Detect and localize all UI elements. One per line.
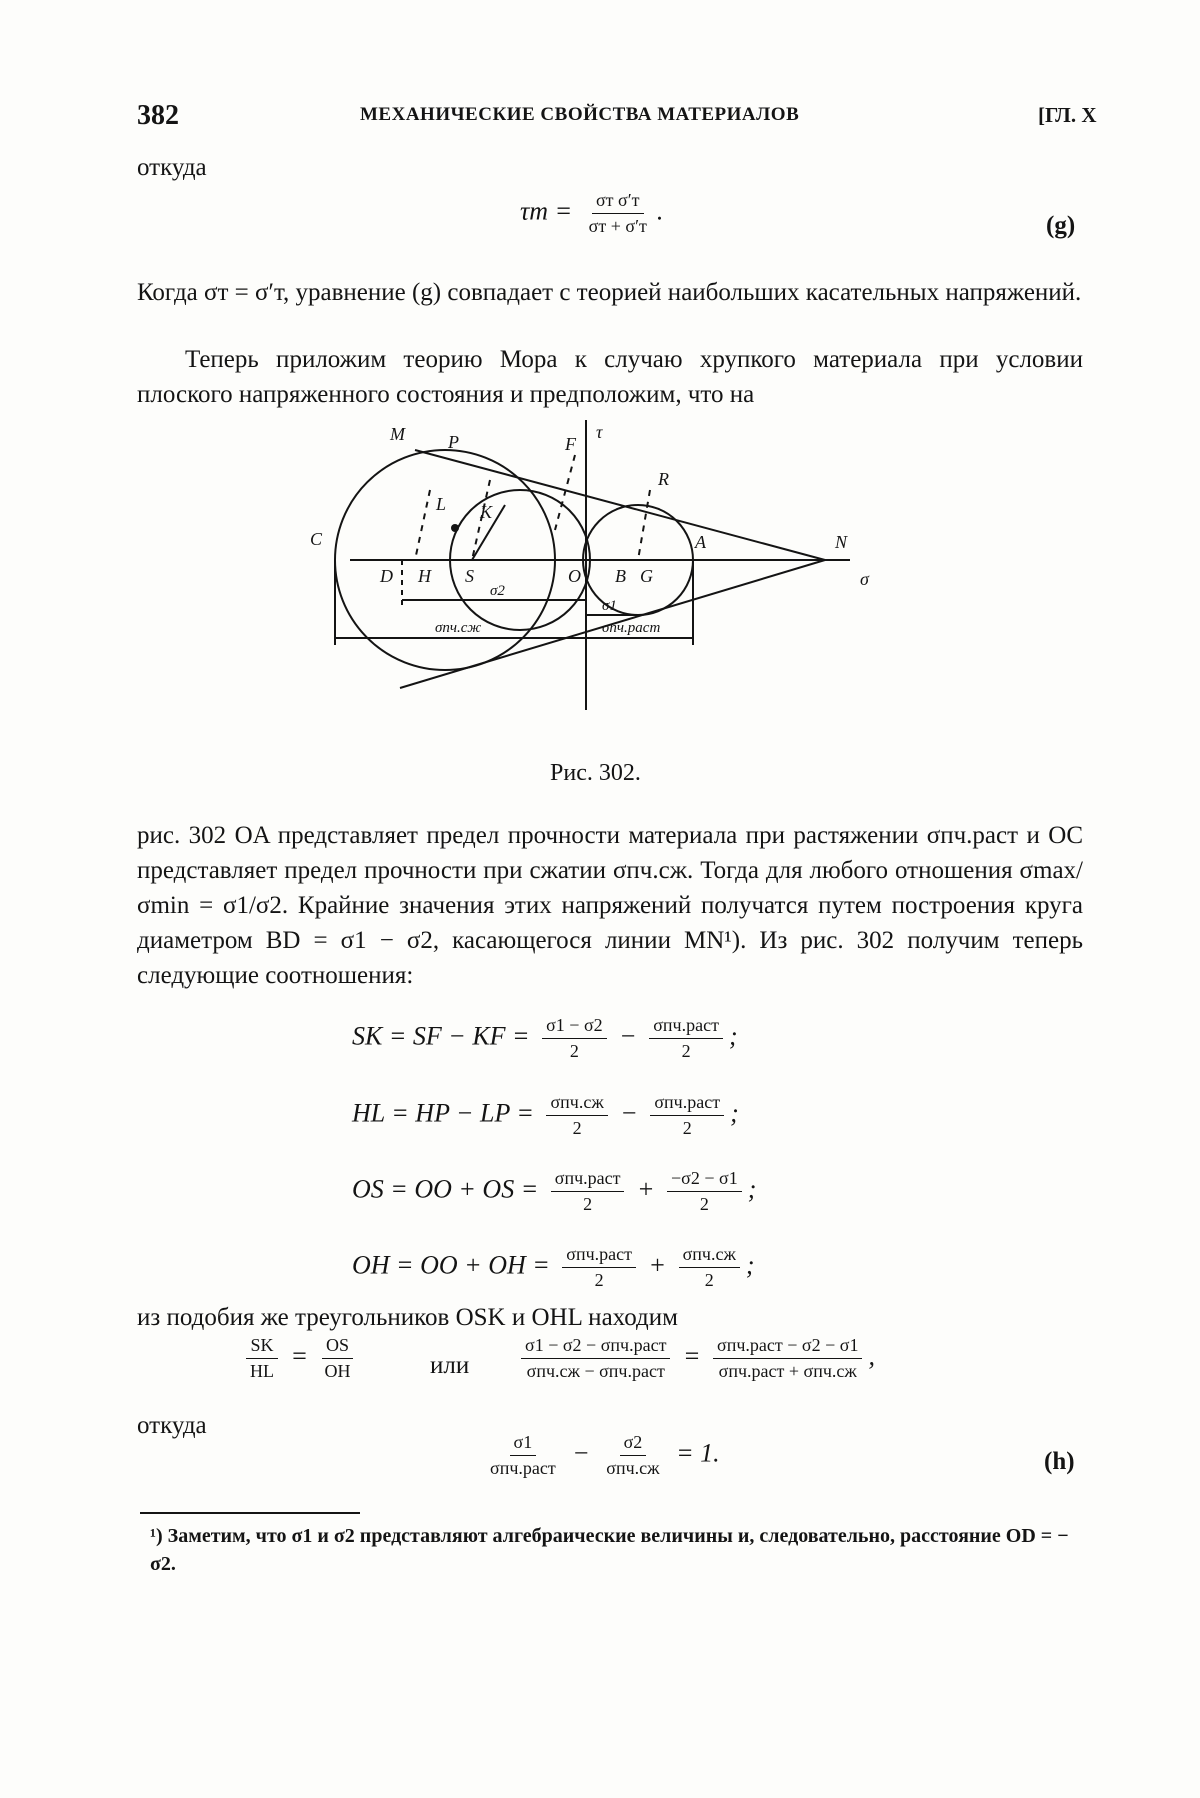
equation-h xyxy=(480,1432,720,1479)
label-l: L xyxy=(436,494,447,514)
eq-h-f2-num: σ2 xyxy=(620,1432,647,1456)
label-dim-s2: σ2 xyxy=(490,583,505,599)
label-dim-tens: σпч.раст xyxy=(602,620,661,636)
paragraph-3: рис. 302 OA представляет предел прочности материала при растяжении σпч.раст и OC представляет предел прочности при сжатии σпч.сж. Тогда для любого отношения σmax/σmin = σ1/σ2. Крайние значения этих напряжений получатся путем построения круга диаметром BD = σ1 − σ2, касающегося линии MN¹). Из рис. 302 получим теперь следующие соотношения: xyxy=(137,822,1083,989)
eq-g-tag: (g) xyxy=(1046,212,1076,239)
equation-sk: SK = SF − KF = $\frac{\sigma 1 - \sigma 2}{2}$ − $\frac{\text{σпч.раст}}{2}$ ; xyxy=(352,1015,738,1061)
eq4-op: + xyxy=(648,1250,667,1280)
label-tau: τ xyxy=(596,422,603,442)
paragraph-2: Теперь приложим теорию Мора к случаю хрупкого материала при условии плоского напряженного состояния и предположим, что на xyxy=(137,346,1083,408)
similarity-equation-expanded: $\frac{\text{σ1 − σ2 − σпч.раст}}{\text{σпч.сж − σпч.раст}}$ = $\frac{\text{σпч.раст − σ2 − σ1}}{\text{σпч.раст + σпч.сж}}$ , xyxy=(515,1335,875,1382)
sim2-r-num: σпч.раст − σ2 − σ1 xyxy=(713,1335,862,1359)
dashed-line-h xyxy=(415,490,430,560)
eq1-op: − xyxy=(619,1021,637,1051)
sim-r-num: OS xyxy=(322,1335,353,1359)
eq2-op: − xyxy=(620,1098,638,1128)
chapter-label: [ГЛ. X xyxy=(1038,103,1097,127)
eq4-f2-num: σпч.сж xyxy=(679,1244,740,1268)
sim-r-den: OH xyxy=(324,1361,351,1381)
label-r: R xyxy=(658,469,669,489)
eq-g-fraction xyxy=(585,190,651,237)
ili-word: или xyxy=(430,1352,470,1379)
sim-l-num: SK xyxy=(246,1335,277,1359)
dashed-line-r xyxy=(638,490,650,560)
label-c: C xyxy=(310,529,323,549)
label-b: B xyxy=(615,566,626,586)
paragraph-1: Когда σт = σ′т, уравнение (g) совпадает с теорией наибольших касательных напряжений. xyxy=(137,279,1082,306)
sim-eq: = xyxy=(290,1341,309,1371)
label-dim-comp: σпч.сж xyxy=(435,620,482,636)
mohr-circle-figure xyxy=(310,410,900,750)
eq-h-rhs: = 1. xyxy=(676,1438,720,1468)
eq3-f2-num: −σ2 − σ1 xyxy=(667,1168,742,1192)
eq3-f1-den: 2 xyxy=(583,1194,593,1214)
equation-hl: HL = HP − LP = $\frac{\text{σпч.сж}}{2}$ − $\frac{\text{σпч.раст}}{2}$ ; xyxy=(352,1092,739,1138)
eq-g-num: σт σ′т xyxy=(592,190,644,214)
sim2-l-den: σпч.сж − σпч.раст xyxy=(526,1361,665,1381)
eq1-f1-den: 2 xyxy=(569,1041,579,1061)
label-n: N xyxy=(835,532,848,552)
equation-g: τт = $\frac{\text{σт σ′т}}{\sigma т + \sigma'т}$ . xyxy=(520,190,664,236)
label-o: O xyxy=(568,566,581,586)
eq2-f1-den: 2 xyxy=(572,1118,582,1138)
footnote: ¹) Заметим, что σ1 и σ2 представляют алгебраические величины и, следовательно, расстояние OD = − σ2. xyxy=(150,1525,1069,1575)
figure-caption: Рис. 302. xyxy=(550,760,641,786)
eq2-lhs: HL = HP − LP = xyxy=(352,1098,534,1128)
otkuda-1: откуда xyxy=(137,154,207,181)
footnote-rule xyxy=(140,1512,360,1514)
equation-os: OS = OO + OS = $\frac{\text{σпч.раст}}{2}$ + $\frac{-\sigma 2 - \sigma 1}{2}$ ; xyxy=(352,1168,757,1214)
eq1-f2-den: 2 xyxy=(681,1041,691,1061)
page-number: 382 xyxy=(137,100,179,131)
eq-h-f1-den: σпч.раст xyxy=(490,1458,556,1478)
eq-h-tag: (h) xyxy=(1044,1448,1075,1475)
running-title: МЕХАНИЧЕСКИЕ СВОЙСТВА МАТЕРИАЛОВ xyxy=(360,104,800,125)
eq1-lhs: SK = SF − KF = xyxy=(352,1021,530,1051)
eq3-op: + xyxy=(636,1174,655,1204)
sim2-eq: = xyxy=(682,1341,701,1371)
label-a: A xyxy=(695,532,706,552)
eq4-f1-den: 2 xyxy=(594,1270,604,1290)
label-m: M xyxy=(390,424,405,444)
eq2-f2-den: 2 xyxy=(682,1118,692,1138)
center-point xyxy=(451,524,459,532)
sim2-r-den: σпч.раст + σпч.сж xyxy=(718,1361,857,1381)
sim2-l-num: σ1 − σ2 − σпч.раст xyxy=(521,1335,670,1359)
eq-h-f2-den: σпч.сж xyxy=(606,1458,660,1478)
sim-l-den: HL xyxy=(250,1361,274,1381)
eq1-f2-num: σпч.раст xyxy=(649,1015,723,1039)
eq2-f1-num: σпч.сж xyxy=(546,1092,607,1116)
eq-h-op: − xyxy=(572,1438,590,1468)
label-sigma: σ xyxy=(860,569,869,589)
label-s: S xyxy=(465,566,474,586)
paragraph-4: из подобия же треугольников OSK и OHL находим xyxy=(137,1304,678,1331)
label-dim-s1: σ1 xyxy=(602,598,617,614)
eq1-f1-num: σ1 − σ2 xyxy=(542,1015,607,1039)
label-d: D xyxy=(380,566,393,586)
label-f: F xyxy=(565,434,576,454)
label-p: P xyxy=(448,432,459,452)
eq3-lhs: OS = OO + OS = xyxy=(352,1174,539,1204)
eq4-f1-num: σпч.раст xyxy=(562,1244,636,1268)
eq-g-den: σт + σ′т xyxy=(588,216,647,236)
label-k: K xyxy=(480,502,493,522)
label-h: H xyxy=(418,566,431,586)
eq3-f1-num: σпч.раст xyxy=(551,1168,625,1192)
eq4-f2-den: 2 xyxy=(704,1270,714,1290)
similarity-equation xyxy=(240,1335,361,1382)
eq-h-f1-num: σ1 xyxy=(510,1432,537,1456)
otkuda-2: откуда xyxy=(137,1412,207,1439)
label-g: G xyxy=(640,566,653,586)
eq-g-lhs: τт = xyxy=(520,196,573,226)
eq4-lhs: OH = OO + OH = xyxy=(352,1250,550,1280)
eq2-f2-num: σпч.раст xyxy=(650,1092,724,1116)
equation-oh: OH = OO + OH = $\frac{\text{σпч.раст}}{2}$ + $\frac{\text{σпч.сж}}{2}$ ; xyxy=(352,1244,755,1290)
eq3-f2-den: 2 xyxy=(699,1194,709,1214)
